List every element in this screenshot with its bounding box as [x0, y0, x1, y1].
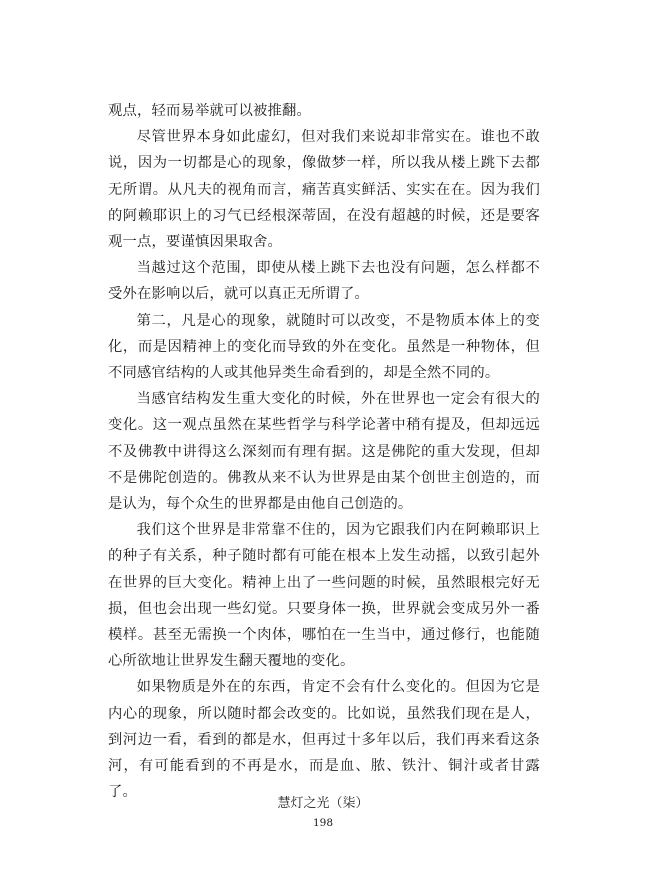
paragraph-6: 我们这个世界是非常靠不住的，因为它跟我们内在阿赖耶识上的种子有关系，种子随时都有可能在根本上发生动摇，以致引起外在世界的巨大变化。精神上出了一些问题的时候，虽然眼根完好无损，但也会出现一些幻觉。只要身体一换，世界就会变成另外一番模样。甚至无需换一个肉体，哪怕在一生当中，通过修行，也能随心所欲地让世界发生翻天覆地的变化。	[108, 522, 540, 670]
body-text	[108, 98, 540, 805]
paragraph-1: 观点，轻而易举就可以被推翻。	[108, 103, 311, 119]
paragraph-3: 当越过这个范围，即使从楼上跳下去也没有问题，怎么样都不受外在影响以后，就可以真正无所谓了。	[108, 260, 540, 303]
paragraph-2: 尽管世界本身如此虚幻，但对我们来说却非常实在。谁也不敢说，因为一切都是心的现象，像做梦一样，所以我从楼上跳下去都无所谓。从凡夫的视角而言，痛苦真实鲜活、实实在在。因为我们的阿赖耶识上的习气已经根深蒂固，在没有超越的时候，还是要客观一点，要谨慎因果取舍。	[108, 129, 540, 251]
paragraph-4: 第二，凡是心的现象，就随时可以改变，不是物质本体上的变化，而是因精神上的变化而导致的外在变化。虽然是一种物体，但不同感官结构的人或其他异类生命看到的，却是全然不同的。	[108, 312, 540, 382]
paragraph-5: 当感官结构发生重大变化的时候，外在世界也一定会有很大的变化。这一观点虽然在某些哲学与科学论著中稍有提及，但却远远不及佛教中讲得这么深刻而有理有据。这是佛陀的重大发现，但却不是佛陀创造的。佛教从来不认为世界是由某个创世主创造的，而是认为，每个众生的世界都是由他自己创造的。	[108, 391, 540, 513]
footer-book-title: 慧灯之光（柒）	[277, 796, 369, 811]
page-number: 198	[312, 817, 334, 829]
paragraph-7: 如果物质是外在的东西，肯定不会有什么变化的。但因为它是内心的现象，所以随时都会改变的。比如说，虽然我们现在是人，到河边一看，看到的都是水，但再过十多年以后，我们再来看这条河，有可能看到的不再是水，而是血、脓、铁汁、铜汁或者甘露了。	[108, 679, 540, 801]
